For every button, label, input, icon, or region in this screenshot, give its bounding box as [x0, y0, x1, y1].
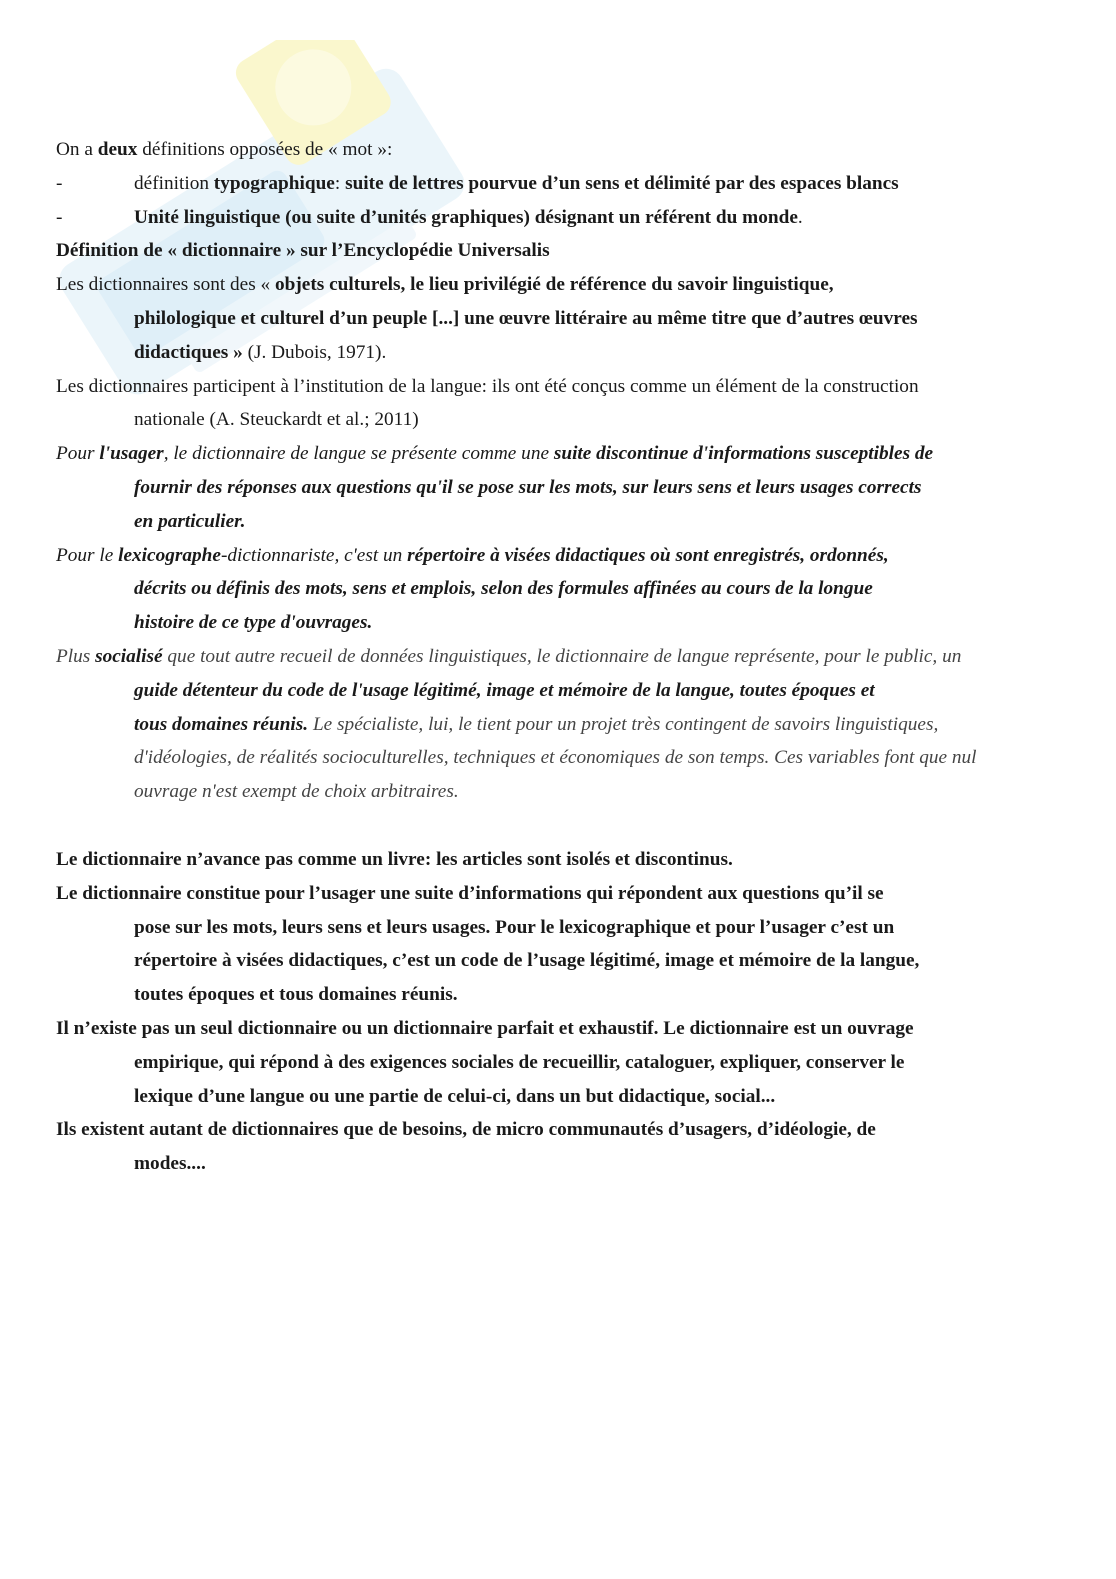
paragraph-usager: Pour l'usager, le dictionnaire de langue se présente comme une suite discontinue d'informations susceptibles de fournir des réponses aux questions qu'il se pose sur les mots, sur leurs sens et leurs usages corrects en particulier.	[56, 443, 934, 532]
intro-line: On a deux définitions opposées de « mot »:	[56, 139, 393, 160]
paragraph-socialise: Plus socialisé que tout autre recueil de données linguistiques, le dictionnaire de langue représente, pour le public, un guide détenteur du code de l'usage légitimé, image et mémoire de la langue, toutes époques et tous domaines réunis. Le spécialiste, lui, le tient pour un projet très contingent de savoirs linguistiques, d'idéologies, de réalités socioculturelles, techniques et économiques de son temps. Ces variables font que nul ouvrage n'est exempt de choix arbitraires.	[56, 645, 977, 803]
summary-paragraph: Ils existent autant de dictionnaires que de besoins, de micro communautés d’usagers, d’idéologie, de modes....	[56, 1119, 876, 1175]
bullet-dash: -	[56, 172, 63, 194]
bullet-item: - Unité linguistique (ou suite d’unités graphiques) désignant un référent du monde.	[56, 201, 1041, 235]
summary-paragraph: Le dictionnaire n’avance pas comme un livre: les articles sont isolés et discontinus.	[56, 848, 733, 870]
bullet-dash: -	[56, 206, 63, 228]
document-body	[56, 133, 1041, 1181]
paragraph-institution: Les dictionnaires participent à l’institution de la langue: ils ont été conçus comme un élément de la construction nationale (A. Steuckardt et al.; 2011)	[56, 375, 919, 431]
bullet-item: - définition typographique: suite de lettres pourvue d’un sens et délimité par des espaces blancs	[56, 167, 1041, 201]
section-heading: Définition de « dictionnaire » sur l’Encyclopédie Universalis	[56, 240, 550, 262]
summary-paragraph: Il n’existe pas un seul dictionnaire ou un dictionnaire parfait et exhaustif. Le dictionnaire est un ouvrage empirique, qui répond à des exigences sociales de recueillir, cataloguer, expliquer, conserver le lexique d’une langue ou une partie de celui-ci, dans un but didactique, social...	[56, 1017, 914, 1107]
paragraph-objets-culturels: Les dictionnaires sont des « objets culturels, le lieu privilégié de référence du savoir linguistique, philologique et culturel d’un peuple [...] une œuvre littéraire au même titre que d’autres œuvres didactiques » (J. Dubois, 1971).	[56, 274, 918, 363]
summary-paragraph: Le dictionnaire constitue pour l’usager une suite d’informations qui répondent aux questions qu’il se pose sur les mots, leurs sens et leurs usages. Pour le lexicographique et pour l’usager c’est un répertoire à visées didactiques, c’est un code de l’usage légitimé, image et mémoire de la langue, toutes époques et tous domaines réunis.	[56, 882, 920, 1006]
paragraph-lexicographe: Pour le lexicographe-dictionnariste, c'est un répertoire à visées didactiques où sont enregistrés, ordonnés, décrits ou définis des mots, sens et emplois, selon des formules affinées au cours de la longue histoire de ce type d'ouvrages.	[56, 544, 889, 634]
